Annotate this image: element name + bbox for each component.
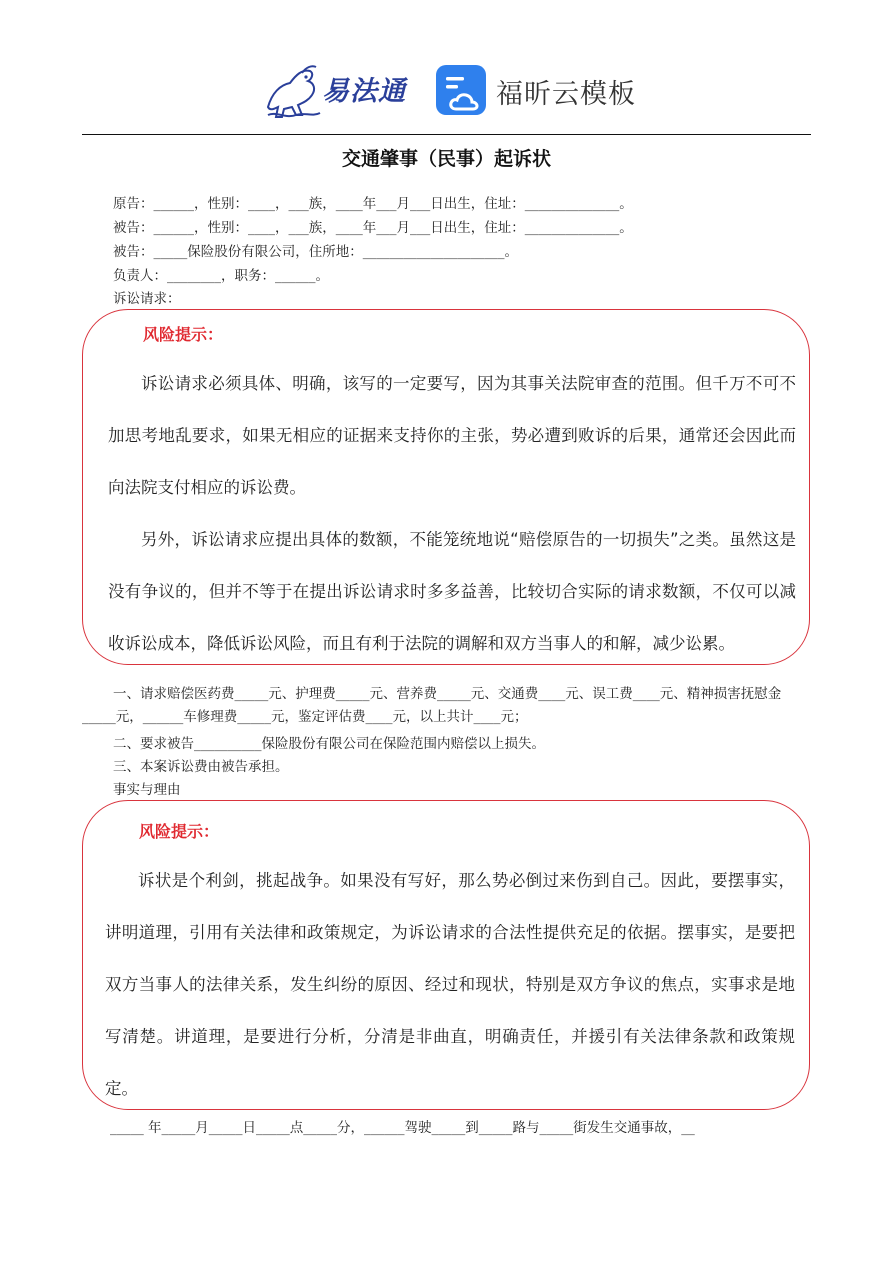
- brand-right: 福昕云模板: [496, 79, 636, 110]
- document-title: 交通肇事（民事）起诉状: [341, 148, 551, 170]
- risk-tip-paragraph: 诉状是个利剑，挑起战争。如果没有写好，那么势必倒过来伤到自己。因此，要摆事实，讲明道理，引用有关法律和政策规定，为诉讼请求的合法性提供充足的依据。摆事实，是要把双方当事人的法律关系，发生纠纷的原因、经过和现状，特别是双方争议的焦点，实事求是地写清楚。讲道理，是要进行分析，分清是非曲直，明确责任，并援引有关法律条款和政策规定。: [105, 871, 795, 1098]
- claims-heading: 诉讼请求：: [113, 291, 181, 307]
- defendant-line: 被告：______，性别：____，___族，____年___月___日出生，住址：______________。: [113, 220, 633, 236]
- page-header: [0, 55, 893, 135]
- plaintiff-line: 原告：______，性别：____，___族，____年___月___日出生，住址：______________。: [113, 196, 633, 212]
- claim-item-2: 二、要求被告__________保险股份有限公司在保险范围内赔偿以上损失。: [113, 736, 545, 752]
- header-divider: [82, 134, 811, 135]
- claim-item-3: 三、本案诉讼费由被告承担。: [113, 759, 289, 775]
- accident-facts-line: _____ 年_____月_____日_____点_____分，______驾驶_____到_____路与_____街发生交通事故，__: [110, 1120, 695, 1136]
- claim-item-1: 一、请求赔偿医药费_____元、护理费_____元、营养费_____元、交通费____元、误工费____元、精神损害抚慰金_____元，______车修理费_____元，鉴定评估费____元，以上共计____元；: [82, 686, 782, 725]
- insurer-defendant-line: 被告：_____保险股份有限公司，住所地：_____________________。: [113, 244, 518, 260]
- risk-tip-title: 风险提示：: [139, 822, 220, 841]
- risk-tip-paragraph: 诉讼请求必须具体、明确，该写的一定要写，因为其事关法院审查的范围。但千万不可不加思考地乱要求，如果无相应的证据来支持你的主张，势必遭到败诉的后果，通常还会因此而向法院支付相应的诉讼费。: [108, 374, 796, 497]
- yifatong-qilin-logo-icon: [262, 63, 324, 121]
- foxit-cloud-template-logo-icon: [436, 65, 486, 119]
- risk-tip-box-claims: [82, 309, 810, 665]
- risk-tip-title: 风险提示：: [143, 325, 224, 344]
- facts-heading: 事实与理由: [113, 782, 181, 798]
- responsible-person-line: 负责人：________，职务：______。: [113, 268, 329, 284]
- brand-left: 易法通: [322, 76, 406, 107]
- risk-tip-box-facts: [82, 800, 810, 1110]
- risk-tip-paragraph: 另外，诉讼请求应提出具体的数额，不能笼统地说“赔偿原告的一切损失”之类。虽然这是没有争议的，但并不等于在提出诉讼请求时多多益善，比较切合实际的请求数额，不仅可以减收诉讼成本，降低诉讼风险，而且有利于法院的调解和双方当事人的和解，减少讼累。: [108, 530, 796, 653]
